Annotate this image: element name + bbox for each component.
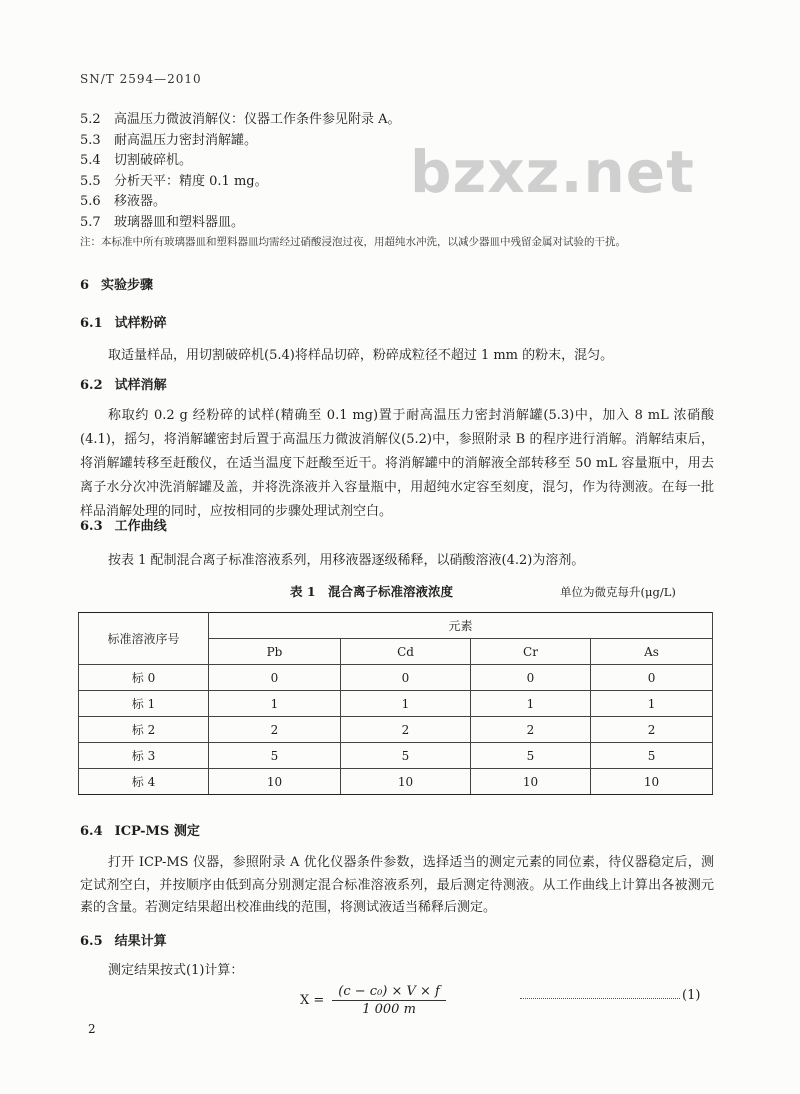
- standard-code-header: SN/T 2594—2010: [80, 72, 202, 86]
- page-number: 2: [88, 1022, 96, 1036]
- table-row: [79, 743, 713, 769]
- table-cell: 0: [471, 665, 591, 691]
- row-label: 标 1: [79, 691, 209, 717]
- equipment-list: [80, 110, 720, 251]
- clause-number: 5.6: [80, 194, 101, 209]
- formula-numerator: (c − c₀) × V × f: [332, 984, 446, 1001]
- table-cell: 0: [209, 665, 341, 691]
- section-number: 6.1: [80, 316, 103, 331]
- table-cell: 1: [471, 691, 591, 717]
- table-unit: 单位为微克每升(μg/L): [560, 585, 676, 599]
- row-label: 标 0: [79, 665, 209, 691]
- section-title: 试样粉碎: [114, 316, 167, 331]
- section-title: 实验步骤: [101, 278, 154, 293]
- formula-lhs: X =: [300, 993, 325, 1008]
- clause-number: 5.2: [80, 112, 101, 127]
- section-6-1-body: 取适量样品，用切割破碎机(5.4)将样品切碎，粉碎成粒径不超过 1 mm 的粉末，混匀。: [108, 348, 614, 363]
- section-title: 工作曲线: [114, 519, 167, 534]
- section-6-3-body: 按表 1 配制混合离子标准溶液系列，用移液器逐级稀释，以硝酸溶液(4.2)为溶剂。: [108, 553, 585, 568]
- row-header-cell: 标准溶液序号: [79, 613, 209, 665]
- formula-number: (1): [682, 988, 701, 1003]
- table-cell: 2: [209, 717, 341, 743]
- table-row: [79, 769, 713, 795]
- row-label: 标 4: [79, 769, 209, 795]
- table-cell: 10: [209, 769, 341, 795]
- standard-solution-table: [78, 612, 713, 795]
- clause-text: 切割破碎机。: [114, 153, 193, 168]
- section-6-1-heading: [80, 312, 167, 331]
- table-caption: 表 1 混合离子标准溶液浓度: [290, 584, 454, 599]
- table-cell: 10: [341, 769, 471, 795]
- equipment-item: [80, 192, 720, 213]
- section-6-heading: [80, 274, 153, 293]
- clause-text: 移液器。: [114, 194, 167, 209]
- section-title: ICP-MS 测定: [114, 824, 200, 839]
- equipment-item: [80, 172, 720, 193]
- section-number: 6.2: [80, 378, 103, 393]
- section-6-2-body: 称取约 0.2 g 经粉碎的试样(精确至 0.1 mg)置于耐高温压力密封消解罐(5.3)中，加入 8 mL 浓硝酸(4.1)，摇匀，将消解罐密封后置于高温压力微波消解仪(5.2)中，参照附录 B 的程序进行消解。消解结束后，将消解罐转移至赶酸仪，在适当温度下赶酸至近干。将消解罐中的消解液全部转移至 50 mL 容量瓶中，用去离子水分次冲洗消解罐及盖，并将洗涤液并入容量瓶中，用超纯水定容至刻度，混匀，作为待测液。在每一批样品消解处理的同时，应按相同的步骤处理试剂空白。: [80, 408, 714, 519]
- table-cell: 0: [341, 665, 471, 691]
- row-label: 标 2: [79, 717, 209, 743]
- clause-text: 高温压力微波消解仪：仪器工作条件参见附录 A。: [114, 112, 401, 127]
- formula-dot-leader: [520, 998, 680, 999]
- table-cell: 5: [209, 743, 341, 769]
- section-number: 6.3: [80, 519, 103, 534]
- table-cell: 1: [209, 691, 341, 717]
- table-cell: 10: [591, 769, 713, 795]
- section-number: 6.5: [80, 934, 103, 949]
- equipment-note: 注：本标准中所有玻璃器皿和塑料器皿均需经过硝酸浸泡过夜，用超纯水冲洗，以减少器皿中残留金属对试验的干扰。: [80, 236, 626, 248]
- formula-denominator: 1 000 m: [362, 1002, 416, 1017]
- table-cell: 2: [341, 717, 471, 743]
- table-row: [79, 691, 713, 717]
- table-row: [79, 665, 713, 691]
- clause-text: 耐高温压力密封消解罐。: [114, 132, 258, 148]
- table-cell: 0: [591, 665, 713, 691]
- table-cell: 2: [591, 717, 713, 743]
- equipment-item: [80, 110, 720, 131]
- section-6-2-heading: [80, 374, 167, 393]
- table-cell: 1: [341, 691, 471, 717]
- table-cell: 2: [471, 717, 591, 743]
- column-header-as: As: [591, 639, 713, 665]
- section-6-5-intro: 测定结果按式(1)计算：: [108, 963, 244, 978]
- table-cell: 5: [341, 743, 471, 769]
- clause-number: 5.7: [80, 214, 101, 230]
- table-cell: 1: [591, 691, 713, 717]
- row-label: 标 3: [79, 743, 209, 769]
- column-header-cd: Cd: [341, 639, 471, 665]
- section-number: 6.4: [80, 824, 103, 839]
- equipment-item: [80, 151, 720, 172]
- clause-text: 分析天平：精度 0.1 mg。: [114, 173, 268, 189]
- clause-number: 5.5: [80, 173, 101, 189]
- column-header-cr: Cr: [471, 639, 591, 665]
- watermark: bzxz.net: [410, 138, 695, 206]
- column-group-cell: 元素: [209, 613, 713, 639]
- table-cell: 5: [591, 743, 713, 769]
- clause-number: 5.3: [80, 132, 101, 148]
- equipment-item: [80, 213, 720, 234]
- table-cell: 10: [471, 769, 591, 795]
- section-title: 结果计算: [114, 934, 167, 949]
- formula-1: [300, 984, 446, 1017]
- table-cell: 5: [471, 743, 591, 769]
- equipment-item: [80, 131, 720, 152]
- table-header-row: [79, 613, 713, 639]
- section-6-4-body: 打开 ICP-MS 仪器，参照附录 A 优化仪器条件参数，选择适当的测定元素的同位素，待仪器稳定后，测定试剂空白，并按顺序由低到高分别测定混合标准溶液系列，最后测定待测液。从工作曲线上计算出各被测元素的含量。若测定结果超出校准曲线的范围，将测试液适当稀释后测定。: [80, 855, 714, 915]
- section-6-4-heading: [80, 820, 200, 839]
- clause-number: 5.4: [80, 153, 101, 168]
- section-6-5-heading: [80, 930, 167, 949]
- section-6-3-heading: [80, 515, 167, 534]
- formula-fraction: [332, 984, 446, 1017]
- section-title: 试样消解: [114, 378, 167, 393]
- table-row: [79, 717, 713, 743]
- section-number: 6: [80, 278, 90, 293]
- column-header-pb: Pb: [209, 639, 341, 665]
- clause-text: 玻璃器皿和塑料器皿。: [114, 214, 245, 230]
